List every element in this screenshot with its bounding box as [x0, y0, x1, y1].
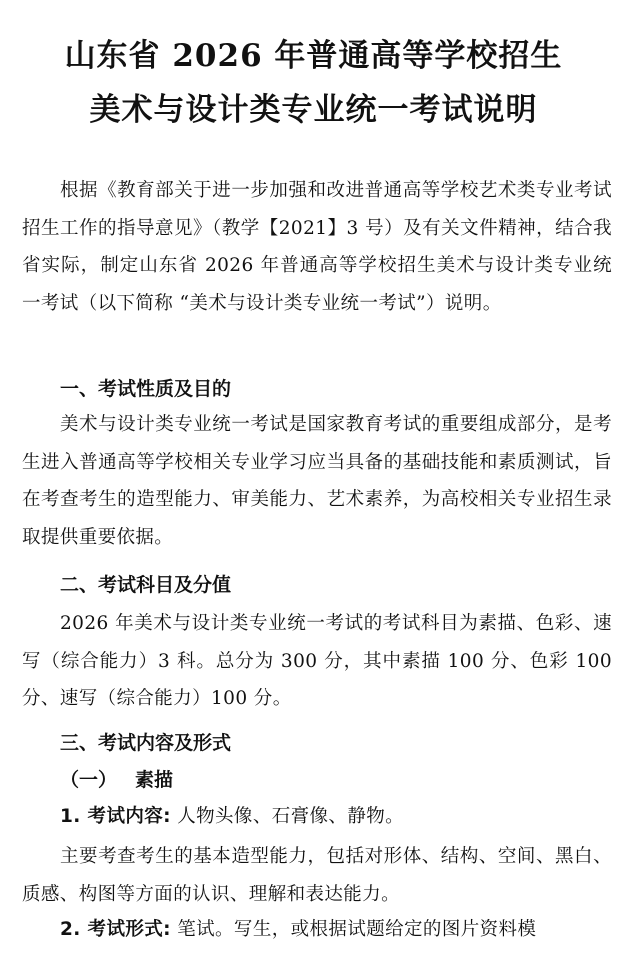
section-heading-subjects: 二、考试科目及分值	[60, 574, 232, 596]
subsection-heading-sketch	[60, 765, 173, 795]
document-title-line-2: 美术与设计类专业统一考试说明	[89, 92, 538, 128]
sketch-content-label: 1. 考试内容:	[60, 806, 171, 827]
section-body-subjects: 2026 年美术与设计类专业统一考试的考试科目为素描、色彩、速写（综合能力）3 科。总分为 300 分，其中素描 100 分、色彩 100 分、速写（综合能力）100 分。	[22, 613, 612, 709]
intro-paragraph: 根据《教育部关于进一步加强和改进普通高等学校艺术类专业考试招生工作的指导意见》（教学【2021】3 号）及有关文件精神，结合我省实际，制定山东省 2026 年普通高等学校招生美术与设计类专业统一考试（以下简称 “美术与设计类专业统一考试”）说明。	[22, 180, 612, 314]
subsection-number: （一）	[60, 769, 118, 791]
section-body-nature: 美术与设计类专业统一考试是国家教育考试的重要组成部分，是考生进入普通高等学校相关专业学习应当具备的基础技能和素质测试，旨在考查考生的造型能力、审美能力、艺术素养，为高校相关专业招生录取提供重要依据。	[22, 414, 612, 548]
sketch-content-text: 人物头像、石膏像、静物。	[177, 806, 405, 827]
sketch-content-description: 主要考查考生的基本造型能力，包括对形体、结构、空间、黑白、质感、构图等方面的认识、理解和表达能力。	[22, 846, 612, 905]
document-title-line-1: 山东省 2026 年普通高等学校招生	[64, 38, 563, 74]
section-heading-nature: 一、考试性质及目的	[60, 378, 232, 400]
sketch-form-text: 笔试。写生，或根据试题给定的图片资料模	[177, 919, 537, 940]
sketch-form-label: 2. 考试形式:	[60, 919, 171, 940]
section-heading-content-form: 三、考试内容及形式	[60, 732, 232, 754]
sketch-content-item	[60, 802, 404, 832]
sketch-form-item	[60, 915, 536, 945]
subsection-name: 素描	[135, 769, 174, 791]
